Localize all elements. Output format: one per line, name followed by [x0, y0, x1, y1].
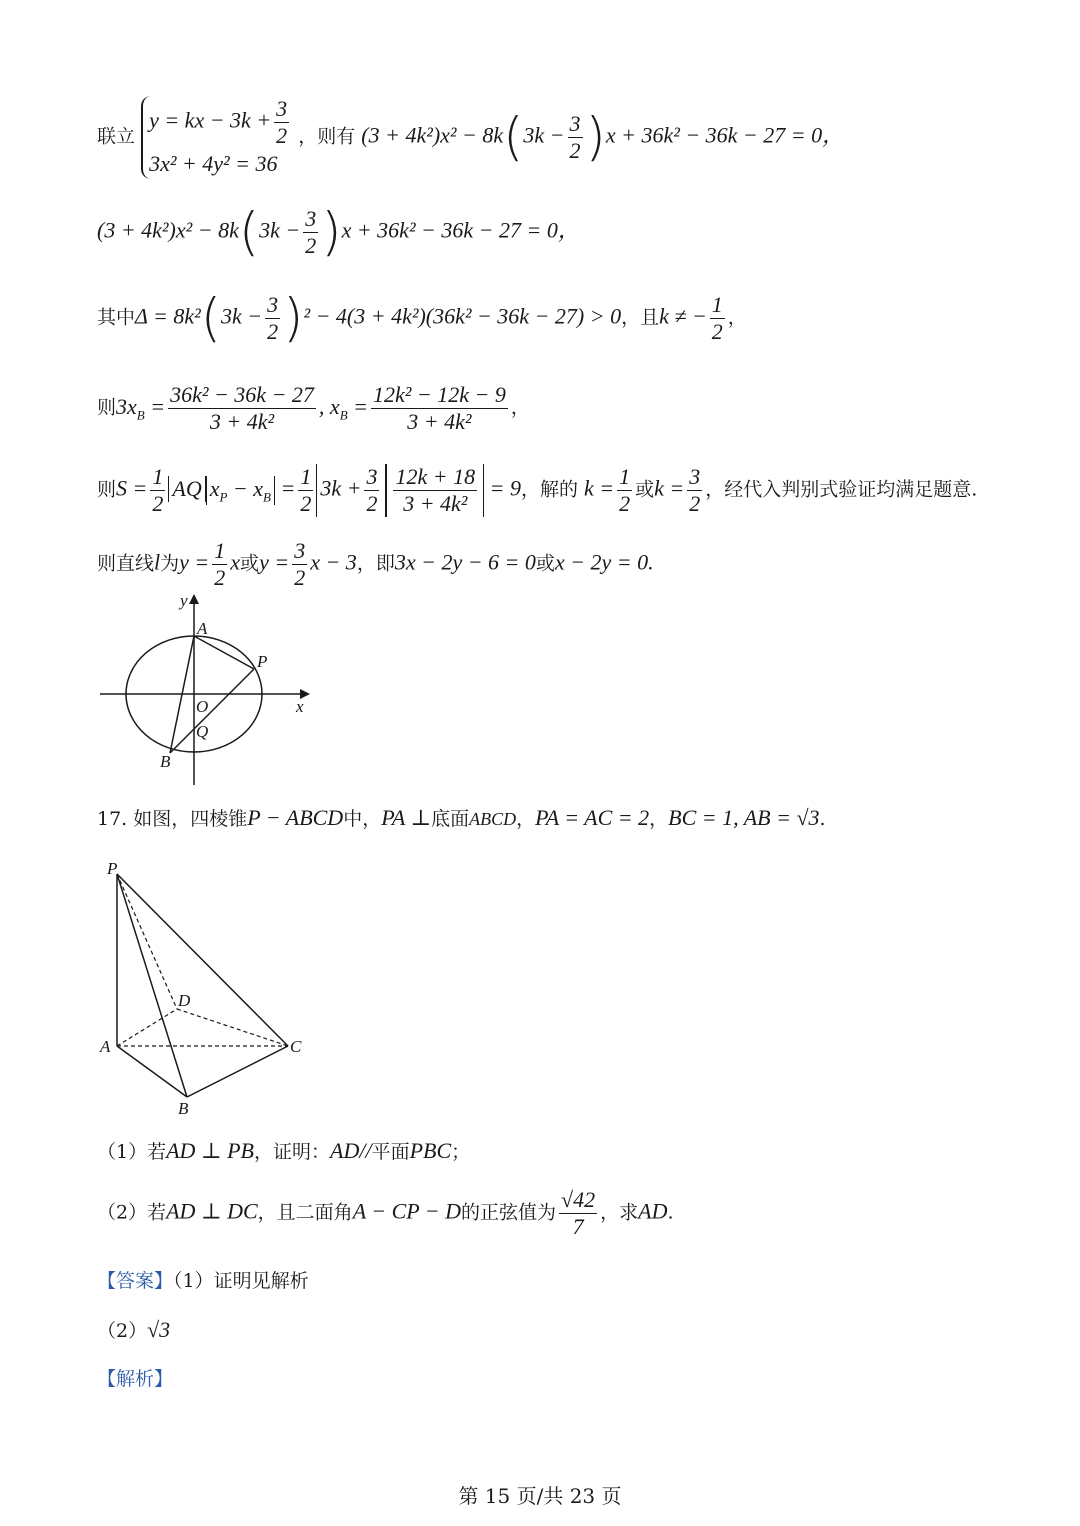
- frac: [364, 464, 379, 517]
- label-P: P: [257, 652, 268, 671]
- paren-right: ): [283, 288, 304, 349]
- frac-den: 2: [569, 138, 581, 163]
- label-Q: Q: [196, 722, 209, 741]
- frac-den: 2: [267, 319, 279, 344]
- frac: [274, 96, 289, 149]
- expr: l: [154, 549, 161, 575]
- edge-PD: [117, 874, 177, 1009]
- expr: 3x: [116, 393, 137, 419]
- solution-line-2: [97, 202, 580, 263]
- frac: [559, 1187, 597, 1240]
- solution-line-4: [97, 382, 530, 435]
- frac-den: 2: [214, 565, 226, 590]
- frac-num: 3: [569, 111, 581, 136]
- y-axis-arrow: [189, 594, 199, 604]
- text: ，求: [600, 1201, 639, 1224]
- subscript: B: [136, 406, 145, 422]
- label-O: O: [196, 697, 209, 716]
- expr: , x: [318, 393, 340, 419]
- solution-line-5: [97, 464, 977, 517]
- paren-left: (: [238, 202, 260, 263]
- frac: [292, 538, 307, 591]
- expr: 3x − 2y − 6 = 0: [394, 549, 536, 575]
- text-huo: 或: [240, 552, 260, 575]
- expr: x: [230, 549, 241, 575]
- frac-den: 2: [305, 233, 317, 258]
- frac-num: 1: [711, 292, 723, 317]
- text: 中，: [343, 808, 382, 830]
- frac: [298, 464, 313, 517]
- abs-xp-xb: [206, 476, 275, 505]
- solution-line-6: [97, 538, 654, 591]
- expr: =: [275, 475, 296, 501]
- frac: [212, 538, 227, 591]
- text-qie: ，且: [621, 306, 660, 329]
- expr: Δ = 8k²: [135, 303, 201, 329]
- frac-den: 3 + 4k²: [403, 491, 468, 516]
- text-huo: 或: [635, 478, 655, 501]
- frac-den: 2: [294, 565, 306, 590]
- expr: =: [347, 393, 368, 419]
- label-y: y: [180, 591, 188, 610]
- answer-line-2: [97, 1316, 170, 1343]
- subscript: B: [263, 488, 271, 504]
- analysis-line: [97, 1364, 173, 1391]
- text-verify: ，经代入判别式验证均满足题意.: [705, 478, 978, 501]
- frac-den: 2: [689, 491, 701, 517]
- expr: x − 3: [310, 549, 357, 575]
- label-x: x: [296, 697, 304, 716]
- expr: BC = 1, AB = √3: [668, 805, 820, 830]
- frac-num: 3: [276, 96, 288, 121]
- frac-num: 1: [152, 464, 164, 490]
- label-A: A: [100, 1037, 111, 1056]
- expr: (3 + 4k²)x² − 8k: [361, 122, 504, 148]
- label-A: A: [197, 619, 208, 638]
- text-zeyou: ，则有: [298, 125, 356, 148]
- pyramid-figure: [92, 852, 322, 1122]
- expr: PA ⊥: [381, 805, 432, 830]
- expr: =: [144, 393, 166, 419]
- frac: [168, 382, 316, 435]
- question-2: [97, 1187, 674, 1240]
- expr: AD: [638, 1198, 668, 1224]
- abs-3k: [316, 464, 386, 517]
- text: 的正弦值为: [461, 1201, 557, 1224]
- text-zezhixian: 则直线: [97, 552, 155, 575]
- text: ，: [516, 808, 536, 830]
- expr: x + 36k² − 36k − 27 = 0，: [341, 217, 580, 243]
- page-footer: 第 15 页/共 23 页: [458, 1484, 622, 1508]
- frac: [710, 292, 725, 345]
- expr: PBC: [409, 1138, 452, 1163]
- paren-left: (: [503, 107, 524, 168]
- expr: ² − 4(3 + 4k²)(36k² − 36k − 27) > 0: [303, 303, 622, 329]
- paren-right: ): [585, 107, 606, 168]
- text: （2）: [97, 1320, 148, 1342]
- expr: 3k −: [259, 217, 301, 243]
- frac: [150, 464, 165, 517]
- expr: − x: [227, 475, 264, 501]
- text: ，证明：: [254, 1141, 331, 1163]
- text-huo: 或: [535, 552, 555, 575]
- expr: AD//: [330, 1138, 372, 1163]
- frac: [687, 464, 702, 517]
- system-eq1: y = kx − 3k +: [149, 107, 272, 133]
- text-ze: 则: [97, 396, 117, 419]
- expr: k =: [584, 475, 615, 501]
- text: （2）若: [97, 1201, 167, 1224]
- frac-num: √42: [561, 1187, 596, 1212]
- frac-den: 2: [300, 491, 312, 517]
- question-1: [97, 1137, 470, 1164]
- edge-BC: [187, 1046, 288, 1097]
- label-B: B: [160, 752, 171, 771]
- text: 17. 如图，四棱锥: [97, 808, 248, 830]
- frac-den: 2: [276, 123, 288, 148]
- expr: x: [209, 475, 220, 501]
- frac-num: 1: [214, 538, 226, 563]
- frac-num: 3: [267, 292, 279, 317]
- label-B: B: [178, 1099, 189, 1118]
- frac-den: 2: [152, 491, 164, 517]
- edge-DC: [177, 1009, 288, 1046]
- frac-den: 7: [572, 1214, 584, 1239]
- text-wei: 为: [160, 552, 180, 575]
- frac-num: 3: [689, 464, 701, 490]
- edge-PC: [117, 874, 288, 1046]
- label-C: C: [290, 1037, 302, 1056]
- expr: PA = AC = 2: [535, 805, 650, 830]
- edge-PB: [117, 874, 187, 1097]
- expr: k =: [654, 475, 685, 501]
- frac-num: 3: [294, 538, 306, 563]
- frac-den: 3 + 4k²: [407, 409, 472, 434]
- edge-AD: [117, 1009, 177, 1046]
- text-jiede: ，解的: [520, 478, 578, 501]
- frac-num: 36k² − 36k − 27: [170, 382, 314, 407]
- expr: A − CP − D: [352, 1198, 462, 1224]
- answer-tag: 【答案】: [97, 1270, 174, 1292]
- expr: x + 36k² − 36k − 27 = 0，: [605, 122, 845, 148]
- paren-left: (: [200, 288, 222, 349]
- text: ；: [451, 1141, 471, 1163]
- frac: [303, 206, 318, 259]
- frac-den: 3 + 4k²: [209, 409, 275, 434]
- expr: 3k −: [221, 303, 263, 329]
- edge-AB: [117, 1046, 187, 1097]
- expr: P − ABCD: [247, 805, 344, 830]
- frac-num: 3: [305, 206, 317, 231]
- text-comma: ，: [727, 306, 747, 329]
- equation-system: [141, 96, 292, 179]
- label-P: P: [107, 859, 118, 878]
- expr: S =: [116, 475, 148, 501]
- expr: = 9: [484, 475, 521, 501]
- expr: ABCD: [469, 809, 517, 829]
- expr: 3k +: [320, 475, 362, 501]
- text: .: [667, 1201, 674, 1224]
- expr: AD ⊥ DC: [166, 1198, 258, 1224]
- problem-17-statement: [97, 804, 826, 831]
- ellipse-figure: [92, 590, 322, 790]
- expr: AD ⊥ PB: [166, 1138, 254, 1163]
- subscript: P: [219, 488, 228, 504]
- text: 底面: [431, 808, 470, 830]
- solution-line-1: [97, 96, 844, 179]
- text: （1）若: [97, 1141, 167, 1163]
- frac: [265, 292, 280, 345]
- frac-num: 12k² − 12k − 9: [373, 382, 506, 407]
- frac: [371, 382, 508, 435]
- frac-den: 2: [366, 491, 378, 516]
- frac: [393, 464, 477, 517]
- frac: [617, 464, 632, 517]
- segment-PB: [170, 669, 254, 753]
- expr: k ≠ −: [659, 303, 707, 329]
- subscript: B: [339, 406, 348, 422]
- expr: y =: [179, 549, 210, 575]
- abs-aq: AQ: [168, 476, 205, 502]
- frac-num: 1: [619, 464, 631, 490]
- text: .: [819, 808, 826, 830]
- text: 平面: [371, 1141, 410, 1163]
- text-qizhong: 其中: [97, 306, 136, 329]
- solution-line-3: [97, 288, 747, 349]
- label-D: D: [178, 991, 191, 1010]
- expr: 3k −: [523, 122, 565, 148]
- expr: x − 2y = 0.: [554, 549, 654, 575]
- answer-part-2: √3: [147, 1317, 171, 1342]
- system-eq2: 3x² + 4y² = 36: [149, 151, 278, 176]
- text: ，: [649, 808, 669, 830]
- text-ji: ，即: [356, 552, 395, 575]
- answer-part-1: （1）证明见解析: [173, 1270, 309, 1292]
- frac-num: 3: [366, 464, 378, 489]
- frac-den: 2: [619, 491, 631, 517]
- frac-num: 1: [300, 464, 312, 490]
- frac: [568, 111, 583, 164]
- paren-right: ): [321, 202, 342, 263]
- text-ze: 则: [97, 478, 117, 501]
- abs-frac: [386, 464, 484, 517]
- text-comma: ，: [510, 396, 530, 419]
- analysis-tag: 【解析】: [97, 1368, 174, 1390]
- answer-line-1: [97, 1266, 309, 1293]
- frac-num: 12k + 18: [395, 464, 476, 489]
- frac-den: 2: [711, 319, 723, 344]
- text-lianli: 联立: [97, 125, 136, 148]
- text: ，且二面角: [257, 1201, 353, 1224]
- expr: y =: [259, 549, 290, 575]
- expr: (3 + 4k²)x² − 8k: [97, 217, 239, 243]
